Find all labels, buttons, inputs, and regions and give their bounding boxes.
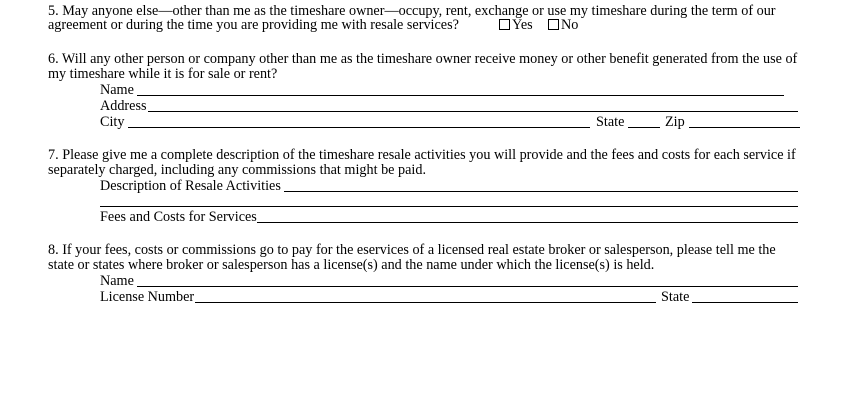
q6-city-field[interactable] [128,127,590,128]
yes-label: Yes [512,17,533,33]
q6-address-field[interactable] [148,111,798,112]
q7-fees-field[interactable] [257,222,798,223]
q8-state-field[interactable] [692,302,798,303]
q7-fees-label: Fees and Costs for Services [100,209,257,225]
q8-license-field[interactable] [195,302,656,303]
q7-description-label: Description of Resale Activities [100,178,281,194]
q6-zip-label: Zip [665,114,685,130]
question-5-line-1: 5. May anyone else—other than me as the timeshare owner—occupy, rent, exchange or use my timeshare during the term of our [48,3,776,19]
q6-city-label: City [100,114,125,130]
q8-state-label: State [661,289,690,305]
q6-zip-field[interactable] [689,127,800,128]
q8-name-label: Name [100,273,134,289]
q8-name-field[interactable] [137,286,798,287]
question-7-line-1: 7. Please give me a complete description of the timeshare resale activities you will provide and the fees and costs for each service if [48,147,796,163]
question-6-line-1: 6. Will any other person or company other than me as the timeshare owner receive money or other benefit generated from the use of [48,51,798,67]
q6-name-field[interactable] [137,95,784,96]
no-label: No [561,17,579,33]
yes-option[interactable] [499,17,533,33]
q6-name-label: Name [100,82,134,98]
q6-address-label: Address [100,98,147,114]
q6-state-label: State [596,114,625,130]
no-checkbox[interactable] [548,19,559,30]
question-6-line-2: my timeshare while it is for sale or rent? [48,66,278,82]
question-8-line-1: 8. If your fees, costs or commissions go to pay for the eservices of a licensed real estate broker or salesperson, please tell me the [48,242,776,258]
q7-description-field[interactable] [284,191,798,192]
q8-license-label: License Number [100,289,195,305]
q6-state-field[interactable] [628,127,660,128]
yes-checkbox[interactable] [499,19,510,30]
question-7-line-2: separately charged, including any commissions that might be paid. [48,162,426,178]
question-5-line-2: agreement or during the time you are providing me with resale services? [48,17,459,33]
q7-description-field-2[interactable] [100,206,798,207]
question-8-line-2: state or states where broker or salesperson has a license(s) and the name under which the license(s) is held. [48,257,655,273]
no-option[interactable] [548,17,578,33]
